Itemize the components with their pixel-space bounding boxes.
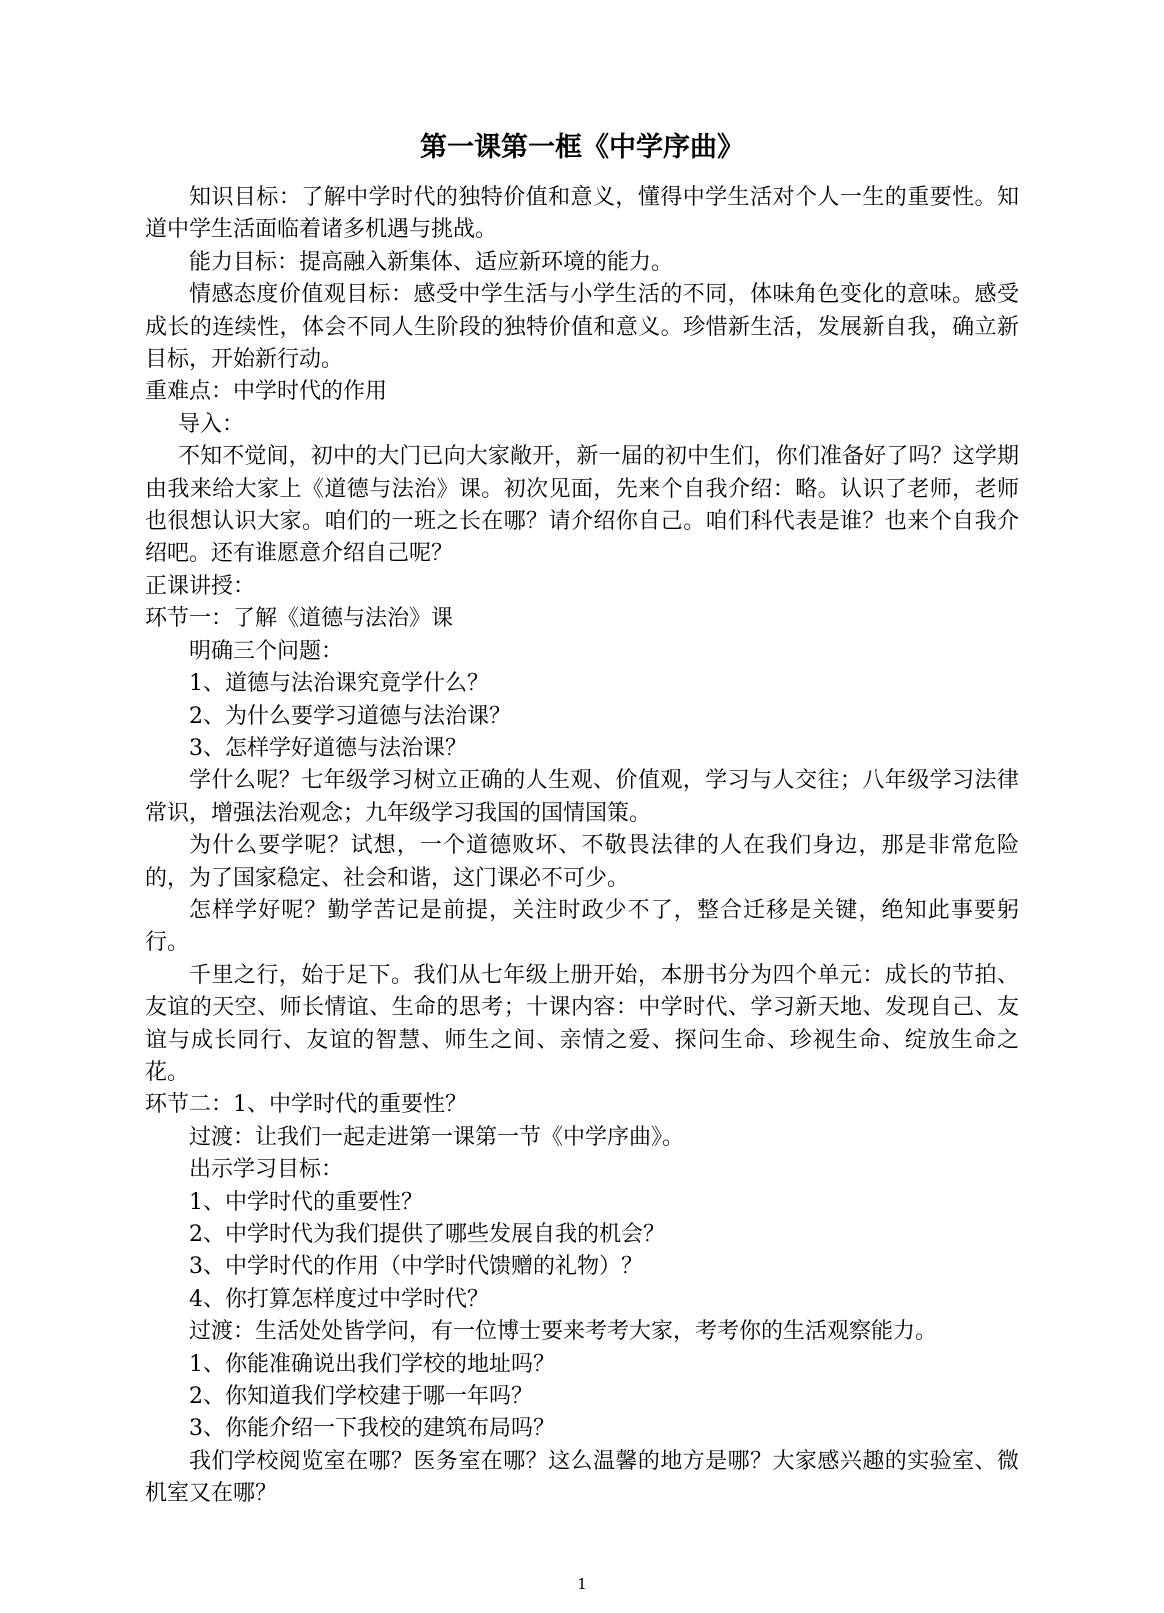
page-number: 1 <box>577 1575 587 1593</box>
paragraph: 重难点：中学时代的作用 <box>145 379 388 405</box>
paragraph: 2、你知道我们学校建于哪一年吗？ <box>189 1384 533 1410</box>
paragraph: 情感态度价值观目标：感受中学生活与小学生活的不同，体味角色变化的意味。感受成长的连续性，体会不同人生阶段的独特价值和意义。珍惜新生活，发展新自我，确立新目标，开始新行动。 <box>145 282 1019 373</box>
paragraph: 3、中学时代的作用（中学时代馈赠的礼物）？ <box>189 1254 643 1280</box>
paragraph: 环节二：1、中学时代的重要性？ <box>145 1092 467 1118</box>
document-title: 第一课第一框《中学序曲》 <box>420 132 744 163</box>
paragraph: 能力目标：提高融入新集体、适应新环境的能力。 <box>189 249 674 275</box>
paragraph: 我们学校阅览室在哪？医务室在哪？这么温馨的地方是哪？大家感兴趣的实验室、微机室又在哪？ <box>145 1448 1019 1507</box>
paragraph: 学什么呢？七年级学习树立正确的人生观、价值观，学习与人交往；八年级学习法律常识，增强法治观念；九年级学习我国的国情国策。 <box>145 768 1019 826</box>
paragraph: 2、为什么要学习道德与法治课？ <box>189 703 511 729</box>
paragraph: 1、道德与法治课究竟学什么？ <box>189 671 489 697</box>
paragraph: 出示学习目标： <box>189 1157 344 1183</box>
paragraph: 环节一：了解《道德与法治》课 <box>145 606 454 632</box>
paragraph: 明确三个问题： <box>189 638 344 664</box>
paragraph: 正课讲授： <box>145 573 256 599</box>
paragraph: 怎样学好呢？勤学苦记是前提，关注时政少不了，整合迁移是关键，绝知此事要躬行。 <box>145 897 1019 956</box>
paragraph: 1、中学时代的重要性？ <box>189 1189 423 1215</box>
paragraph: 2、中学时代为我们提供了哪些发展自我的机会？ <box>189 1222 665 1247</box>
paragraph: 过渡：让我们一起走进第一课第一节《中学序曲》。 <box>189 1124 685 1150</box>
paragraph: 导入： <box>178 411 245 437</box>
paragraph: 知识目标：了解中学时代的独特价值和意义，懂得中学生活对个人一生的重要性。知道中学生活面临着诸多机遇与挑战。 <box>145 185 1019 243</box>
paragraph: 3、怎样学好道德与法治课？ <box>189 735 467 761</box>
paragraph: 不知不觉间，初中的大门已向大家敞开，新一届的初中生们，你们准备好了吗？这学期由我来给大家上《道德与法治》课。初次见面，先来个自我介绍：略。认识了老师，老师也很想认识大家。咱们的一班之长在哪？请介绍你自己。咱们科代表是谁？也来个自我介绍吧。还有谁愿意介绍自己呢？ <box>145 444 1019 567</box>
paragraph: 千里之行，始于足下。我们从七年级上册开始，本册书分为四个单元：成长的节拍、友谊的天空、师长情谊、生命的思考；十课内容：中学时代、学习新天地、发现自己、友谊与成长同行、友谊的智慧、师生之间、亲情之爱、探问生命、珍视生命、绽放生命之花。 <box>145 962 1019 1085</box>
paragraph: 为什么要学呢？试想，一个道德败坏、不敬畏法律的人在我们身边，那是非常危险的，为了国家稳定、社会和谐，这门课必不可少。 <box>145 833 1019 891</box>
paragraph: 3、你能介绍一下我校的建筑布局吗？ <box>189 1416 555 1442</box>
paragraph: 1、你能准确说出我们学校的地址吗？ <box>189 1351 555 1377</box>
document-body <box>145 182 1019 1511</box>
paragraph: 过渡：生活处处皆学问，有一位博士要来考考大家，考考你的生活观察能力。 <box>189 1319 938 1345</box>
paragraph: 4、你打算怎样度过中学时代？ <box>189 1286 489 1312</box>
